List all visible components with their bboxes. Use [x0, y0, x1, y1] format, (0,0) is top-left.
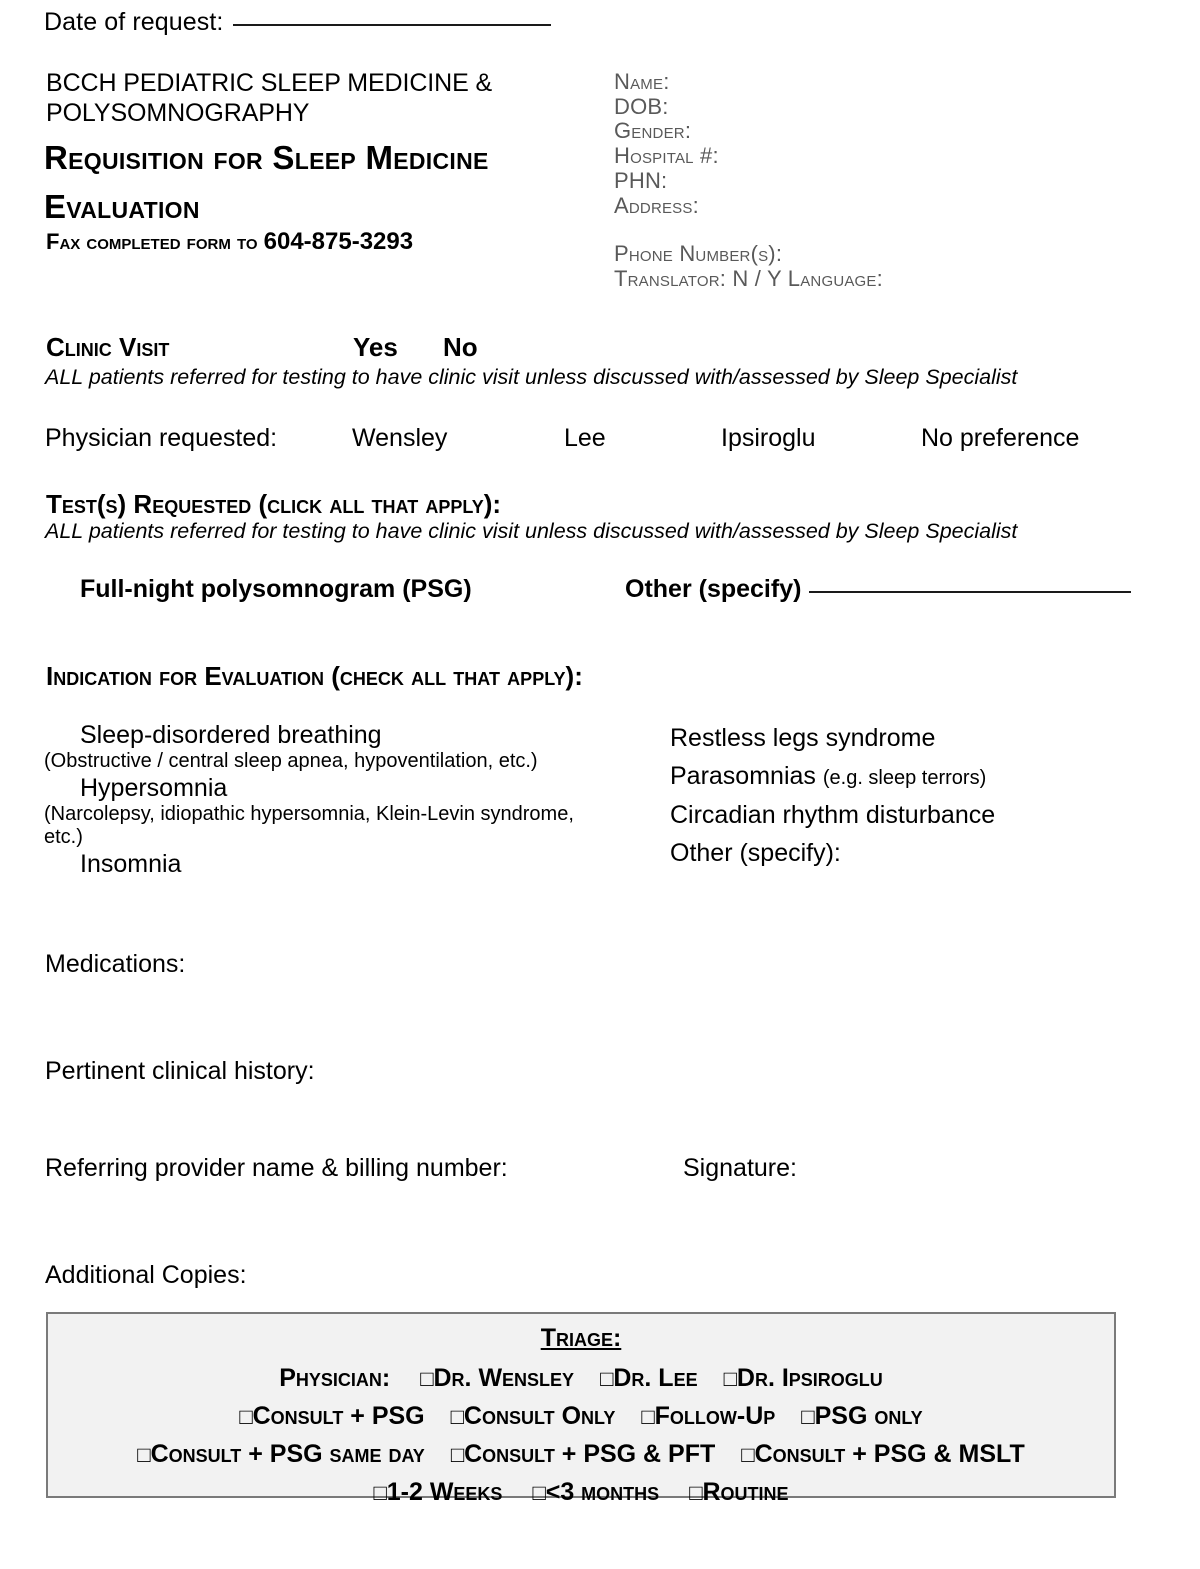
additional-copies-label: Additional Copies: [45, 1261, 247, 1289]
checkbox-icon-follow-up[interactable]: □ [641, 1404, 655, 1429]
triage-physician-row [48, 1364, 1114, 1393]
clinic-visit-label: Clinic Visit [46, 332, 170, 362]
indication-option-parasomnias-example: (e.g. sleep terrors) [822, 766, 987, 789]
triage-service-row [48, 1402, 1114, 1431]
patient-info-block [614, 70, 883, 292]
patient-dob-label: DOB: [614, 93, 669, 119]
triage-option-dr-wensley[interactable]: Dr. Wensley [433, 1364, 575, 1392]
triage-physician-label: Physician: [279, 1364, 391, 1392]
signature-label: Signature: [683, 1154, 797, 1182]
triage-option-dr-lee[interactable]: Dr. Lee [613, 1364, 698, 1392]
page-title: Requisition for Sleep Medicine Evaluation [44, 139, 489, 225]
triage-combo-row [48, 1440, 1114, 1469]
fax-instruction-label: Fax completed form to [46, 229, 258, 254]
referring-provider-label: Referring provider name & billing number: [45, 1154, 508, 1182]
date-of-request-input-line[interactable] [233, 24, 551, 26]
indication-option-circadian-rhythm-disturbance[interactable]: Circadian rhythm disturbance [670, 801, 996, 829]
test-option-other-input-line[interactable] [809, 591, 1131, 593]
physician-option-wensley[interactable]: Wensley [352, 424, 448, 452]
triage-option-dr-ipsiroglu[interactable]: Dr. Ipsiroglu [736, 1364, 883, 1392]
indication-sub-hypersomnia: (Narcolepsy, idiopathic hypersomnia, Klein-Levin syndrome, etc.) [44, 803, 574, 848]
checkbox-icon-consult-psg-mslt[interactable]: □ [741, 1442, 755, 1467]
indication-option-parasomnias[interactable] [670, 758, 1140, 798]
fax-number: 604-875-3293 [263, 228, 414, 255]
checkbox-icon-consult-psg-same-day[interactable]: □ [137, 1442, 151, 1467]
indication-option-insomnia[interactable]: Insomnia [80, 850, 182, 878]
indication-option-hypersomnia[interactable]: Hypersomnia [80, 774, 228, 802]
checkbox-icon-dr-lee[interactable]: □ [600, 1366, 614, 1391]
checkbox-icon-dr-wensley[interactable]: □ [420, 1366, 434, 1391]
indication-option-restless-legs-syndrome[interactable]: Restless legs syndrome [670, 724, 936, 752]
checkbox-icon-less-than-3-months[interactable]: □ [532, 1480, 546, 1505]
checkbox-icon-routine[interactable]: □ [689, 1480, 703, 1505]
patient-name-label: Name: [614, 69, 670, 94]
tests-requested-heading: Test(s) Requested (click all that apply): [46, 489, 502, 519]
triage-option-consult-only[interactable]: Consult Only [463, 1402, 616, 1430]
indication-option-other[interactable]: Other (specify): [670, 838, 841, 867]
patient-phn-label: PHN: [614, 167, 668, 193]
triage-option-consult-psg-mslt[interactable]: Consult + PSG & MSLT [754, 1440, 1025, 1468]
triage-box [46, 1312, 1116, 1506]
physician-requested-label: Physician requested: [45, 424, 278, 452]
indication-sub-sleep-disordered-breathing: (Obstructive / central sleep apnea, hypoventilation, etc.) [44, 750, 538, 772]
clinic-visit-note: ALL patients referred for testing to have clinic visit unless discussed with/assessed by Sleep Specialist [45, 365, 1018, 389]
checkbox-icon-consult-psg-pft[interactable]: □ [450, 1442, 465, 1467]
indication-option-sleep-disordered-breathing[interactable]: Sleep-disordered breathing [80, 721, 382, 749]
checkbox-icon-dr-ipsiroglu[interactable]: □ [723, 1366, 737, 1391]
tests-requested-note: ALL patients referred for testing to have clinic visit unless discussed with/assessed by Sleep Specialist [45, 519, 1018, 543]
physician-option-lee[interactable]: Lee [564, 424, 606, 452]
indication-heading: Indication for Evaluation (check all that apply): [46, 661, 583, 691]
triage-option-consult-plus-psg[interactable]: Consult + PSG [252, 1402, 425, 1430]
patient-hospital-number-label: Hospital #: [614, 143, 719, 169]
test-option-other-label: Other (specify) [625, 575, 802, 603]
patient-phone-label: Phone Number(s): [614, 241, 783, 267]
triage-urgency-row [48, 1478, 1114, 1507]
clinic-visit-no-option[interactable]: No [443, 332, 478, 362]
triage-option-consult-psg-pft[interactable]: Consult + PSG & PFT [464, 1440, 716, 1468]
triage-title-text: Triage: [540, 1324, 622, 1352]
checkbox-icon-psg-only[interactable]: □ [801, 1404, 815, 1429]
fax-instruction [46, 228, 413, 256]
test-option-other[interactable] [625, 575, 1131, 604]
checkbox-icon-consult-plus-psg[interactable]: □ [239, 1404, 253, 1429]
clinical-history-label: Pertinent clinical history: [45, 1057, 315, 1085]
triage-option-less-than-3-months[interactable]: <3 months [545, 1478, 660, 1506]
patient-block-spacer [614, 218, 883, 242]
checkbox-icon-1-2-weeks[interactable]: □ [373, 1480, 387, 1505]
medications-label: Medications: [45, 950, 186, 978]
triage-option-routine[interactable]: Routine [702, 1478, 789, 1506]
patient-gender-label: Gender: [614, 118, 692, 144]
physician-option-ipsiroglu[interactable]: Ipsiroglu [721, 424, 816, 452]
organization-name: BCCH PEDIATRIC SLEEP MEDICINE & POLYSOMNOGRAPHY [46, 69, 493, 127]
triage-option-consult-psg-same-day[interactable]: Consult + PSG same day [150, 1440, 425, 1468]
triage-option-follow-up[interactable]: Follow-Up [654, 1402, 776, 1430]
indication-right-column [670, 720, 1140, 872]
checkbox-icon-consult-only[interactable]: □ [450, 1404, 464, 1429]
indication-left-column [44, 720, 604, 879]
patient-address-label: Address: [614, 192, 699, 218]
clinic-visit-yes-option[interactable]: Yes [353, 332, 398, 362]
patient-translator-label: Translator: N / Y Language: [614, 265, 883, 291]
test-option-full-night-psg[interactable]: Full-night polysomnogram (PSG) [80, 575, 472, 603]
date-of-request-label: Date of request: [44, 8, 224, 36]
triage-title [48, 1324, 1114, 1353]
triage-option-psg-only[interactable]: PSG only [814, 1402, 923, 1430]
physician-option-no-preference[interactable]: No preference [921, 424, 1080, 452]
indication-option-parasomnias-label: Parasomnias [670, 761, 816, 790]
triage-option-1-2-weeks[interactable]: 1-2 Weeks [386, 1478, 503, 1506]
date-of-request-row [44, 8, 551, 37]
